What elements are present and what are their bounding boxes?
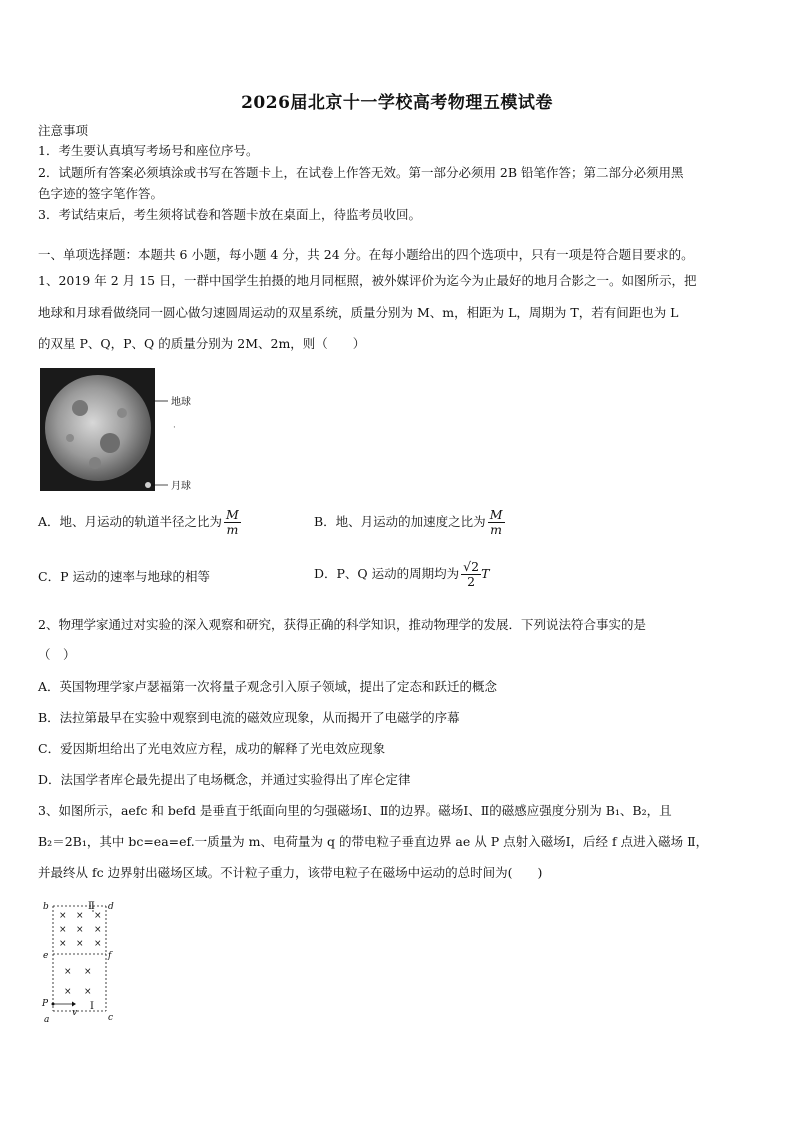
region-2-label: Ⅱ (88, 901, 95, 912)
notice-item: 3．考试结束后，考生须将试卷和答题卡放在桌面上，待监考员收回。 (38, 207, 421, 222)
q1-option-a-text: A．地、月运动的轨道半径之比为 (38, 514, 223, 529)
q1-option-b (314, 508, 505, 537)
svg-text:×: × (84, 987, 92, 997)
q2-option: B．法拉第最早在实验中观察到电流的磁效应现象，从而揭开了电磁学的序幕 (38, 710, 460, 725)
moon-label: 月球 (171, 481, 191, 492)
moon-dot (145, 482, 151, 488)
q2-stem-line: 2、物理学家通过对实验的深入观察和研究，获得正确的科学知识，推动物理学的发展．下列说法符合事实的是 (38, 617, 646, 632)
svg-text:·: · (173, 423, 176, 433)
region-1-label: Ⅰ (90, 1001, 94, 1012)
earth-label: 地球 (171, 397, 191, 408)
svg-text:×: × (64, 967, 72, 977)
q1-stem-line: 地球和月球看做绕同一圆心做匀速圆周运动的双星系统，质量分别为 M、m，相距为 L，周期为 T，若有间距也为 L (38, 305, 679, 320)
notice-item: 色字迹的签字笔作答。 (38, 186, 164, 201)
fraction-numerator: M (489, 507, 503, 522)
notice-heading: 注意事项 (38, 123, 89, 138)
q1-stem-line: 的双星 P、Q，P、Q 的质量分别为 2M、2m，则（ ） (38, 336, 366, 351)
q3-stem-line: B₂＝2B₁，其中 bc=ea=ef.一质量为 m、电荷量为 q 的带电粒子垂直边界 ae 从 P 点射入磁场Ⅰ，后经 f 点进入磁场 Ⅱ， (38, 834, 709, 849)
label-c: c (108, 1013, 114, 1023)
svg-text:×: × (84, 967, 92, 977)
label-e: e (43, 951, 49, 961)
svg-text:×: × (76, 939, 84, 949)
svg-text:×: × (94, 939, 102, 949)
q1-option-a (38, 508, 241, 537)
svg-text:×: × (94, 925, 102, 935)
svg-text:×: × (76, 925, 84, 935)
magnetic-field-diagram (38, 896, 128, 1028)
svg-text:×: × (59, 939, 67, 949)
svg-text:×: × (76, 911, 84, 921)
q1-stem-line: 1、2019 年 2 月 15 日，一群中国学生拍摄的地月同框照，被外媒评价为迄今为止最好的地月合影之一。如图所示，把 (38, 273, 697, 288)
label-a: a (44, 1015, 50, 1025)
q2-option: C．爱因斯坦给出了光电效应方程，成功的解释了光电效应现象 (38, 741, 386, 756)
q2-stem-line: （ ） (38, 647, 76, 662)
q3-stem-line: 3、如图所示，aefc 和 befd 是垂直于纸面向里的匀强磁场Ⅰ、Ⅱ的边界。磁场Ⅰ、Ⅱ的磁感应强度分别为 B₁、B₂，且 (38, 803, 672, 818)
section-heading: 一、单项选择题：本题共 6 小题，每小题 4 分，共 24 分。在每小题给出的四个选项中，只有一项是符合题目要求的。 (38, 247, 694, 262)
notice-item: 1．考生要认真填写考场号和座位序号。 (38, 143, 259, 158)
page-title: 2026届北京十一学校高考物理五模试卷 (241, 93, 553, 113)
earth-moon-photo (40, 368, 210, 493)
q3-stem-line: 并最终从 fc 边界射出磁场区域。不计粒子重力，该带电粒子在磁场中运动的总时间为( ) (38, 865, 543, 880)
svg-text:×: × (59, 925, 67, 935)
q1-option-c: C．P 运动的速率与地球的相等 (38, 569, 210, 584)
fraction-numerator: √2 (463, 559, 480, 574)
fraction-numerator: M (226, 507, 239, 522)
label-f: f (108, 951, 112, 961)
svg-text:×: × (59, 911, 67, 921)
label-p: P (42, 999, 49, 1009)
fraction-denominator: 2 (467, 574, 476, 589)
label-v: v (72, 1008, 78, 1018)
label-b: b (43, 902, 49, 912)
notice-item: 2．试题所有答案必须填涂或书写在答题卡上，在试卷上作答无效。第一部分必须用 2B 铅笔作答；第二部分必须用黑 (38, 165, 684, 180)
q2-option: A．英国物理学家卢瑟福第一次将量子观念引入原子领域，提出了定态和跃迁的概念 (38, 679, 498, 694)
svg-text:×: × (94, 911, 102, 921)
q2-option: D．法国学者库仑最先提出了电场概念，并通过实验得出了库仑定律 (38, 772, 411, 787)
q1-option-d-text: D．P、Q 运动的周期均为 (314, 566, 460, 581)
label-d: d (108, 902, 114, 912)
fraction-denominator: m (490, 522, 503, 537)
svg-text:×: × (64, 987, 72, 997)
fraction-denominator: m (226, 522, 239, 537)
period-symbol: T (481, 566, 490, 581)
q1-option-b-text: B．地、月运动的加速度之比为 (314, 514, 486, 529)
q1-option-d (314, 560, 489, 589)
